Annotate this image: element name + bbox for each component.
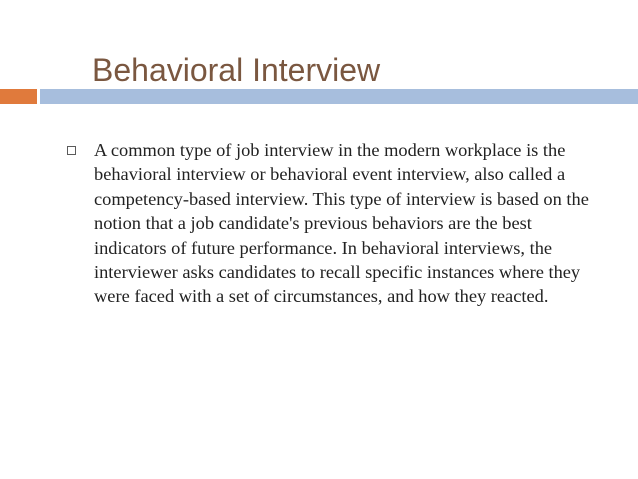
title-accent-bar-blue [40, 89, 638, 104]
hollow-square-bullet-icon [67, 146, 76, 155]
slide-title: Behavioral Interview [92, 52, 381, 88]
title-accent-bar-orange [0, 89, 37, 104]
bullet-text: A common type of job interview in the modern workplace is the behavioral interview or behavioral event interview, also called a competency-based interview. This type of interview is based on the notion that a job candidate's previous behaviors are the best indicators of future performance. In behavioral interviews, the interviewer asks candidates to recall specific instances where they were faced with a set of circumstances, and how they reacted. [94, 140, 589, 307]
